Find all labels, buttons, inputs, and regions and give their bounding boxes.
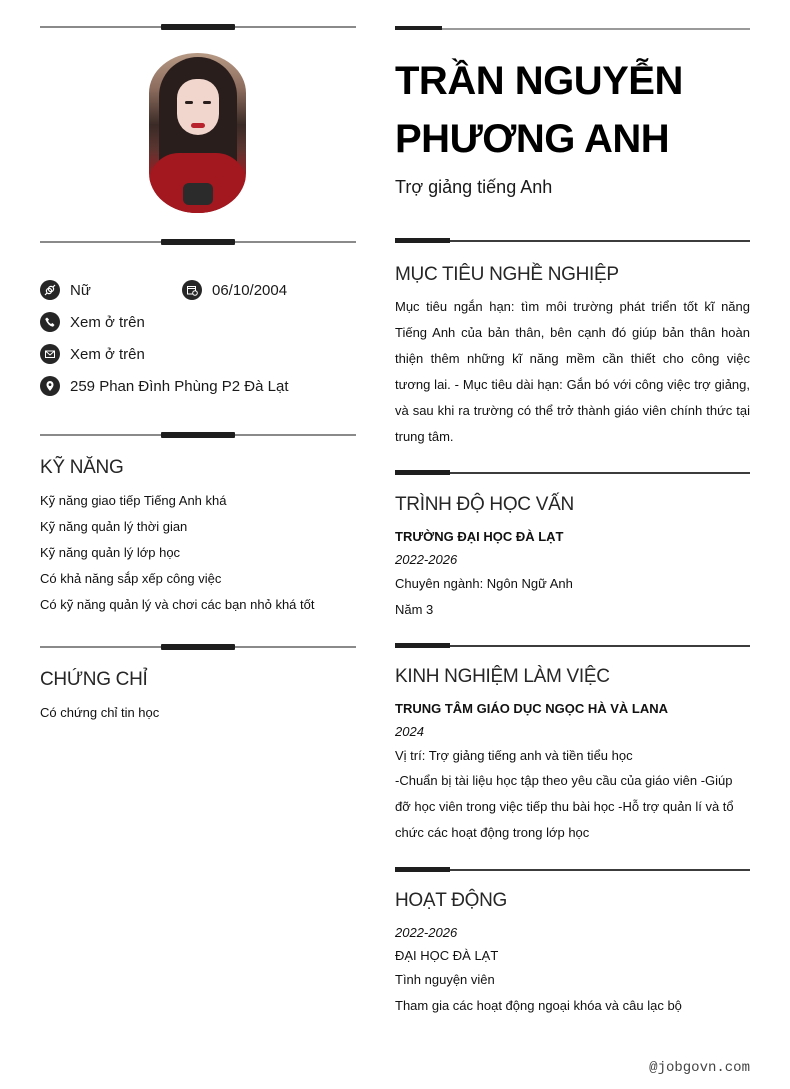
education-school: TRƯỜNG ĐẠI HỌC ĐÀ LẠT	[395, 529, 564, 544]
activities-role: Tình nguyện viên	[395, 972, 495, 987]
divider-after-photo	[40, 238, 356, 246]
certificate-item: Có chứng chỉ tin học	[40, 705, 160, 720]
divider-before-skills	[40, 431, 356, 439]
education-major: Chuyên ngành: Ngôn Ngữ Anh	[395, 576, 573, 591]
skill-item: Kỹ năng quản lý thời gian	[40, 519, 188, 534]
skill-item: Kỹ năng quản lý lớp học	[40, 545, 181, 560]
divider-objective	[395, 238, 750, 244]
experience-company: TRUNG TÂM GIÁO DỤC NGỌC HÀ VÀ LANA	[395, 701, 668, 716]
objective-text: Mục tiêu ngắn hạn: tìm môi trường phát triển tốt kĩ năng Tiếng Anh của bản thân, bên cạnh đó giúp bản thân hoàn thiện thêm những kĩ năng mềm cần thiết cho công việc tương lai. - Mục tiêu dài hạn: Gắn bó với công việc trợ giảng, và sau khi ra trường có thể trở thành giáo viên chính thức tại trung tâm.	[395, 299, 750, 444]
divider-before-certificates	[40, 643, 356, 651]
divider-experience	[395, 643, 750, 649]
education-year: Năm 3	[395, 602, 434, 617]
experience-description: -Chuẩn bị tài liệu học tập theo yêu cầu của giáo viên -Giúp đỡ học viên trong việc tiếp thu bài học -Hỗ trợ quản lí và tổ chức các hoạt động trong lớp học	[395, 773, 734, 840]
address-value: 259 Phan Đình Phùng P2 Đà Lạt	[70, 377, 289, 395]
name-line-2: PHƯƠNG ANH	[395, 117, 670, 161]
birthday-value: 06/10/2004	[212, 281, 288, 299]
skill-item: Có khả năng sắp xếp công việc	[40, 571, 222, 586]
divider-education	[395, 470, 750, 476]
contact-birthday	[182, 280, 287, 300]
phone-value: Xem ở trên	[70, 313, 145, 331]
calendar-icon	[182, 280, 202, 300]
divider-top-left	[40, 23, 356, 31]
divider-activities	[395, 867, 750, 873]
activities-organization: ĐẠI HỌC ĐÀ LẠT	[395, 948, 499, 963]
experience-title: KINH NGHIỆM LÀM VIỆC	[395, 666, 610, 687]
skills-title: KỸ NĂNG	[40, 457, 124, 478]
education-title: TRÌNH ĐỘ HỌC VẤN	[395, 494, 574, 515]
experience-position: Vị trí: Trợ giảng tiếng anh và tiền tiểu học	[395, 748, 633, 763]
gender-value: Nữ	[70, 281, 91, 299]
activities-title: HOẠT ĐỘNG	[395, 890, 508, 911]
watermark: @jobgovn.com	[649, 1060, 750, 1076]
gender-icon	[40, 280, 60, 300]
education-period: 2022-2026	[395, 552, 458, 567]
certificates-title: CHỨNG CHỈ	[40, 669, 148, 690]
activities-description: Tham gia các hoạt động ngoại khóa và câu lạc bộ	[395, 998, 682, 1013]
experience-period: 2024	[395, 724, 424, 739]
activities-period: 2022-2026	[395, 925, 458, 940]
contact-address	[40, 376, 289, 396]
location-pin-icon	[40, 376, 60, 396]
skill-item: Có kỹ năng quản lý và chơi các bạn nhỏ khá tốt	[40, 597, 315, 612]
phone-icon	[40, 312, 60, 332]
contact-email	[40, 344, 145, 364]
contact-gender	[40, 280, 91, 300]
skill-item: Kỹ năng giao tiếp Tiếng Anh khá	[40, 493, 227, 508]
contact-phone	[40, 312, 145, 332]
name-line-1: TRẦN NGUYỄN	[395, 59, 683, 103]
divider-top-right	[395, 26, 750, 32]
candidate-name	[395, 52, 683, 168]
profile-photo	[149, 53, 246, 213]
job-title: Trợ giảng tiếng Anh	[395, 177, 553, 197]
email-value: Xem ở trên	[70, 345, 145, 363]
objective-title: MỤC TIÊU NGHỀ NGHIỆP	[395, 264, 619, 285]
email-icon	[40, 344, 60, 364]
